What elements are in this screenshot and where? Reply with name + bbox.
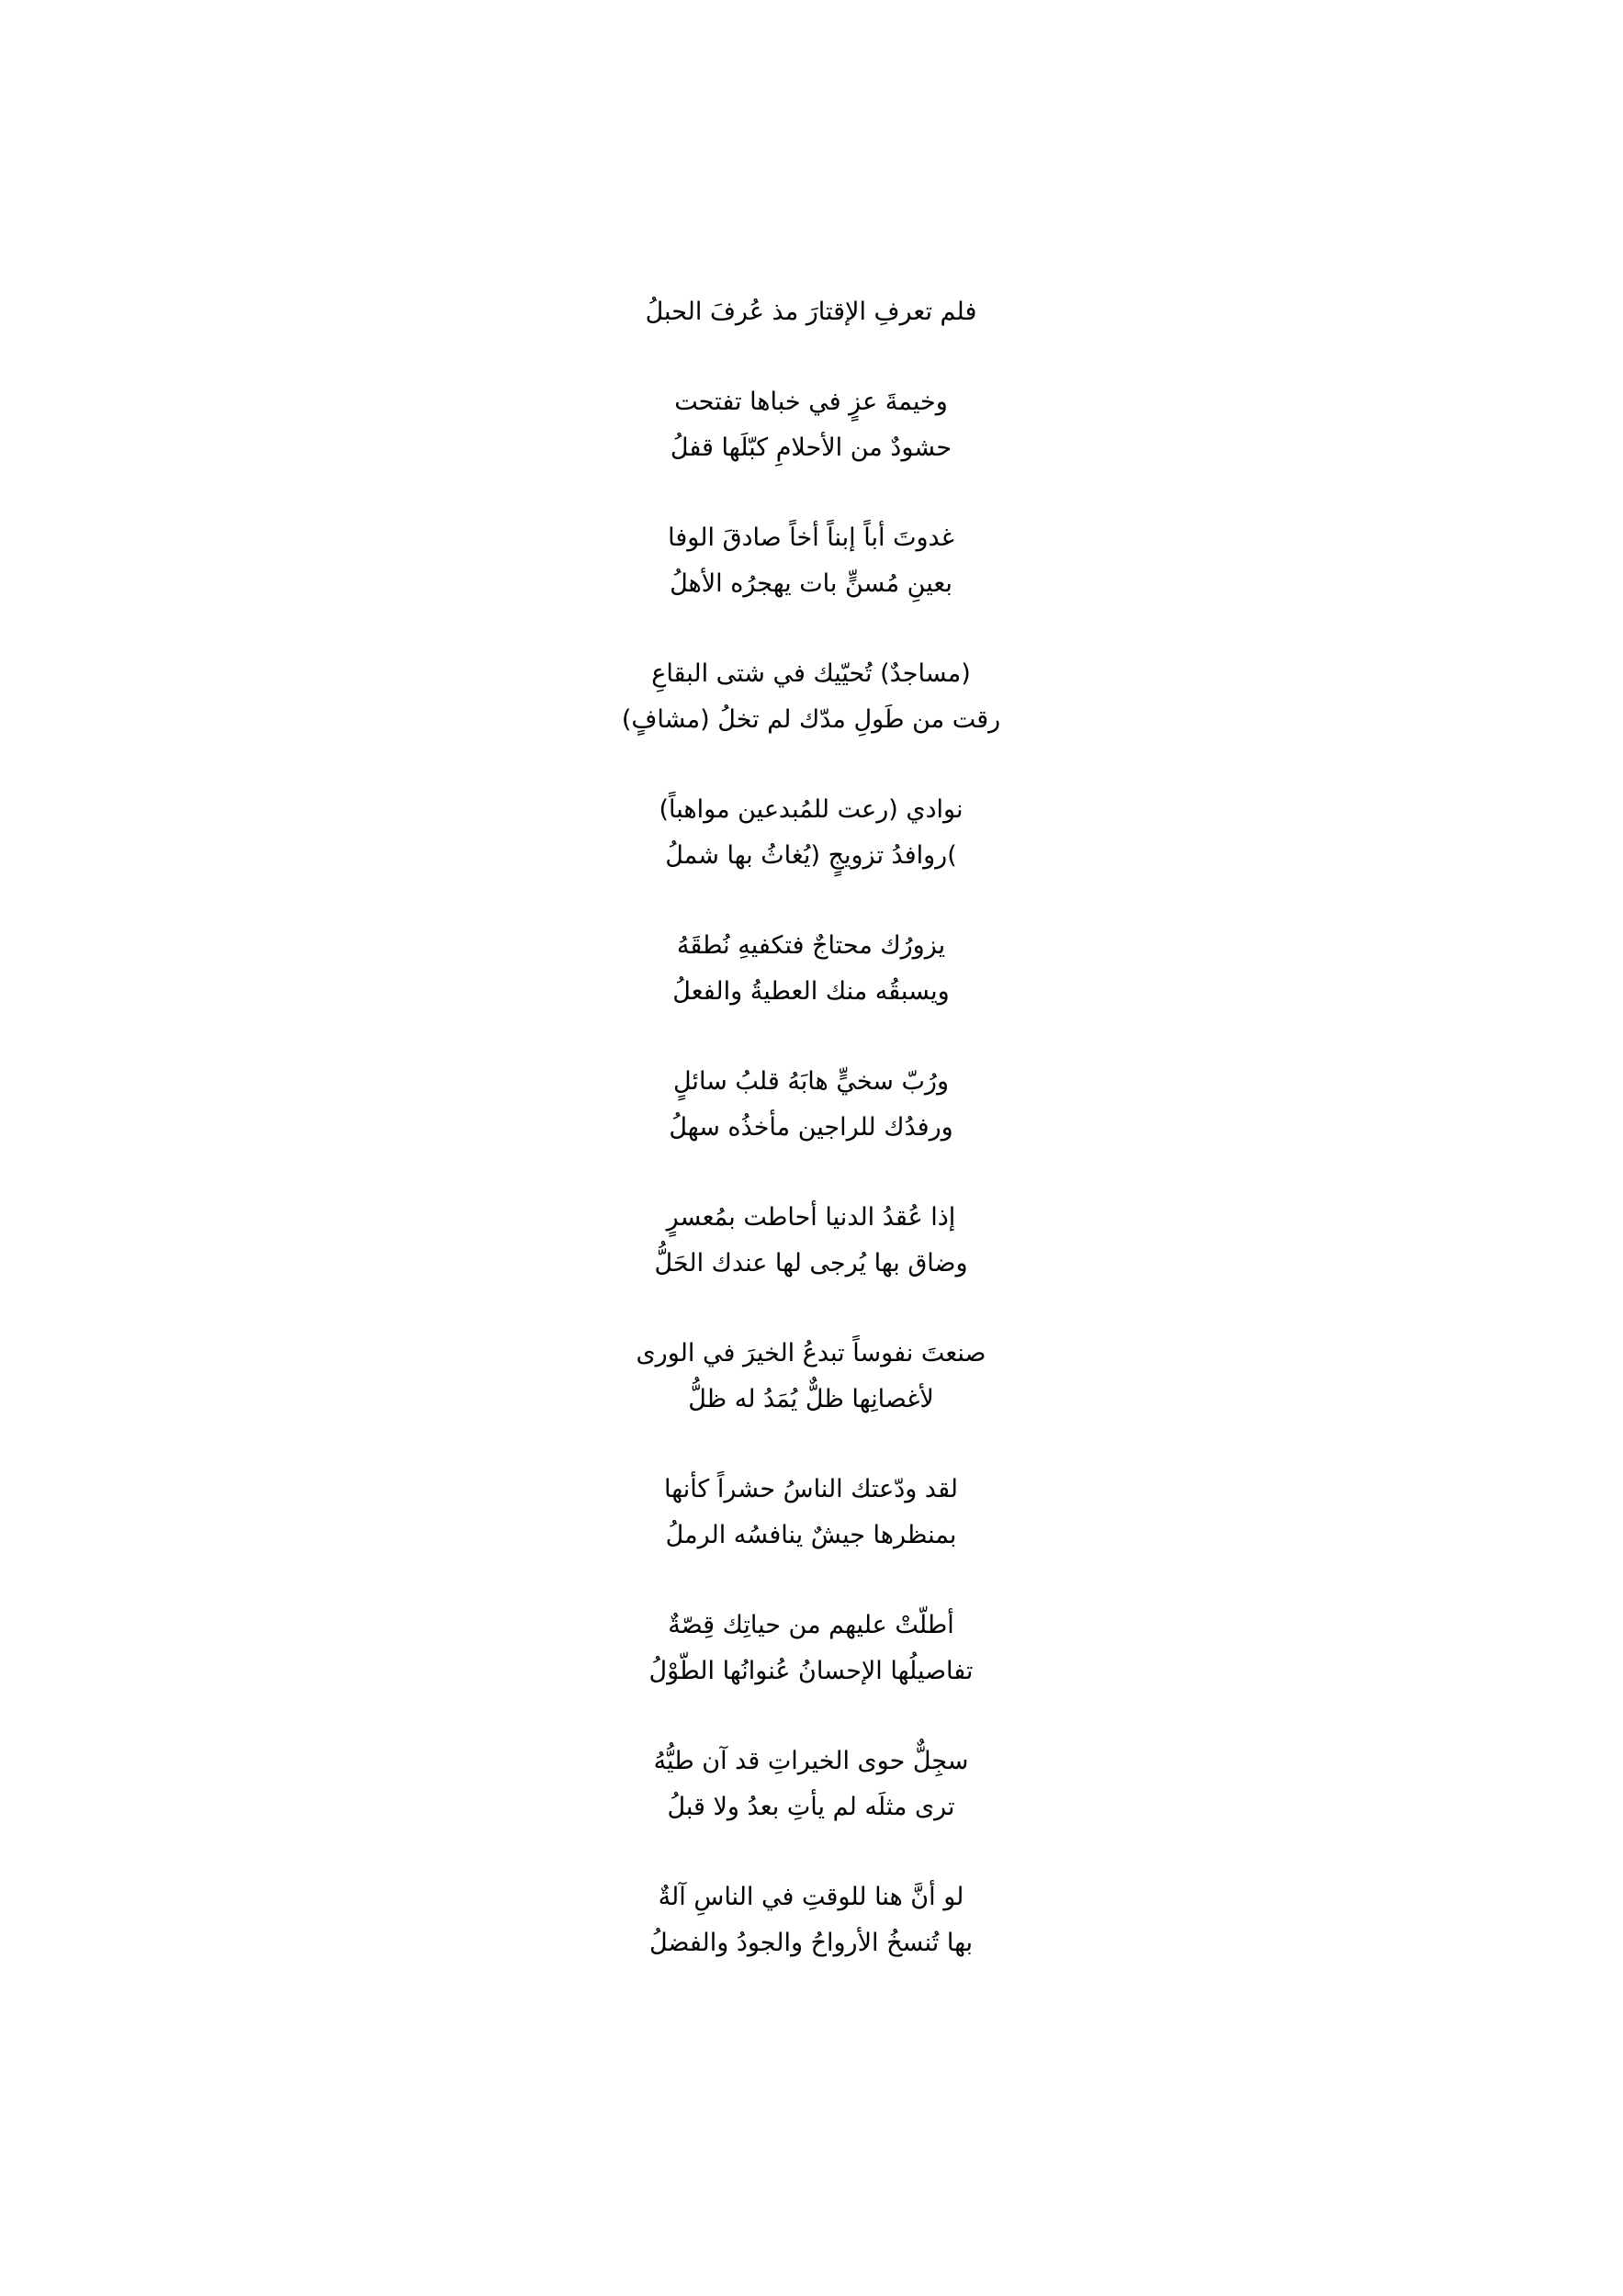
poem-line: بعينِ مُسنٍّ بات يهجرُه الأهلُ (670, 569, 952, 598)
poem-line: لأغصانِها ظلٌّ يُمَدُ له ظلُّ (688, 1385, 934, 1413)
poem-line: سجِلٌّ حوى الخيراتِ قد آن طيُّهُ (653, 1747, 969, 1775)
poem-line: لو أنَّ هنا للوقتِ في الناسِ آلةٌ (658, 1883, 964, 1911)
poem-line: حشودٌ من الأحلامِ كبّلَها قفلُ (670, 433, 952, 462)
poem-line: نوادي (رعت للمُبدعين مواهباً) (659, 795, 964, 824)
poem-line: بمنظرها جيشٌ ينافسُه الرملُ (665, 1521, 957, 1549)
poem-line: ورُبّ سخيٍّ هابَهُ قلبُ سائلٍ (672, 1067, 949, 1096)
poem-line: بها تُنسخُ الأرواحُ والجودُ والفضلُ (648, 1929, 974, 1957)
poem-line: إذا عُقدُ الدنيا أحاطت بمُعسرٍ (666, 1203, 956, 1232)
poem-line: لقد ودّعتك الناسُ حشراً كأنها (664, 1475, 958, 1503)
poem-line: (مساجدٌ) تُحيّيك في شتى البقاعِ (651, 659, 971, 688)
poem-line: تفاصيلُها الإحسانُ عُنوانُها الطّوْلُ (648, 1657, 974, 1685)
poem-line: فلم تعرفِ الإقتارَ مذ عُرفَ الحبلُ (645, 298, 977, 326)
poem-line: ويسبقُه منك العطيةُ والفعلُ (672, 977, 950, 1006)
poem-line: وخيمةَ عزٍ في خباها تفتحت (674, 388, 948, 416)
poem-line: ترى مثلَه لم يأتِ بعدُ ولا قبلُ (667, 1793, 955, 1821)
poem-line: غدوتَ أباً إبناً أخاً صادقَ الوفا (668, 523, 954, 552)
poem-line: صنعتَ نفوساً تبدعُ الخيرَ في الورى (636, 1339, 986, 1367)
poem-line: أطلّتْ عليهم من حياتِك قِصّةٌ (668, 1611, 954, 1639)
poem-line: يزورُك محتاجٌ فتكفيهِ نُطقَهُ (676, 931, 946, 960)
poem-line: ورفدُك للراجين مأخذُه سهلُ (669, 1113, 953, 1142)
poem-line: وضاق بها يُرجى لها عندك الحَلُّ (654, 1249, 968, 1277)
poem-line: )روافدُ تزويجٍ (يُغاثُ بها شملُ (665, 841, 957, 870)
poem-line: رقت من طَولِ مدّك لم تخلُ (مشافٍ) (621, 705, 1001, 734)
